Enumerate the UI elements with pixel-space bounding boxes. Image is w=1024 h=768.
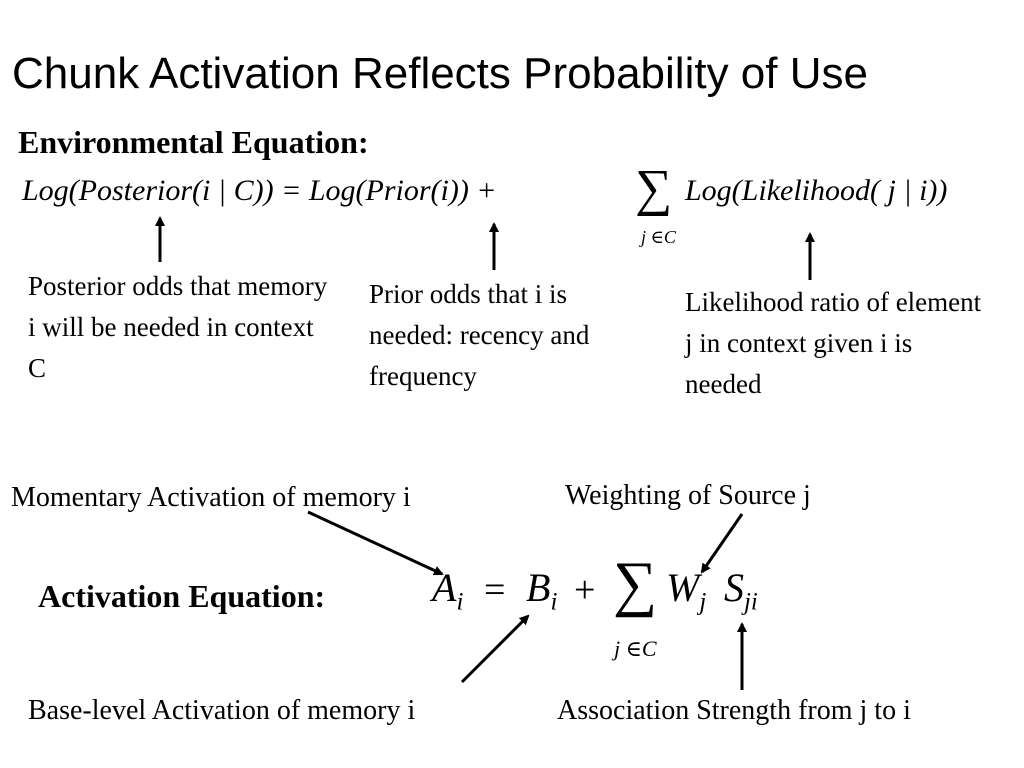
slide-title: Chunk Activation Reflects Probability of Use	[12, 49, 868, 98]
momentary-arrow	[308, 512, 442, 574]
activation-sum-index: j ∈C	[614, 636, 657, 661]
environmental-equation-heading: Environmental Equation:	[18, 124, 369, 160]
environmental-equation-rhs: Log(Likelihood( j | i))	[685, 174, 948, 207]
weighting-of-source-label: Weighting of Source j	[565, 480, 811, 511]
environmental-equation-lhs: Log(Posterior(i | C)) = Log(Prior(i)) +	[22, 174, 497, 207]
environmental-sum-index: j ∈C	[641, 227, 676, 247]
activation-S: $S_{ji}$	[724, 565, 758, 616]
association-strength-label: Association Strength from j to i	[557, 695, 911, 726]
activation-sum-symbol: ∑	[613, 550, 658, 618]
environmental-sum-symbol: ∑	[635, 160, 673, 217]
base-level-activation-label: Base-level Activation of memory i	[28, 695, 416, 726]
base-level-arrow	[462, 616, 528, 682]
plus-sign: +	[574, 569, 596, 611]
posterior-odds-note: Posterior odds that memory i will be needed in context C	[28, 271, 328, 383]
equals-sign: =	[484, 569, 506, 611]
activation-equation-heading: Activation Equation:	[38, 578, 326, 614]
likelihood-ratio-note: Likelihood ratio of element j in context given i is needed	[685, 287, 982, 399]
activation-A: $A_i$	[432, 565, 464, 616]
activation-W: $W_j$	[666, 565, 707, 616]
activation-B: $B_i$	[526, 565, 558, 616]
momentary-activation-label: Momentary Activation of memory i	[11, 482, 411, 513]
prior-odds-note: Prior odds that i is needed: recency and frequency	[369, 279, 590, 391]
weighting-arrow	[702, 514, 742, 572]
